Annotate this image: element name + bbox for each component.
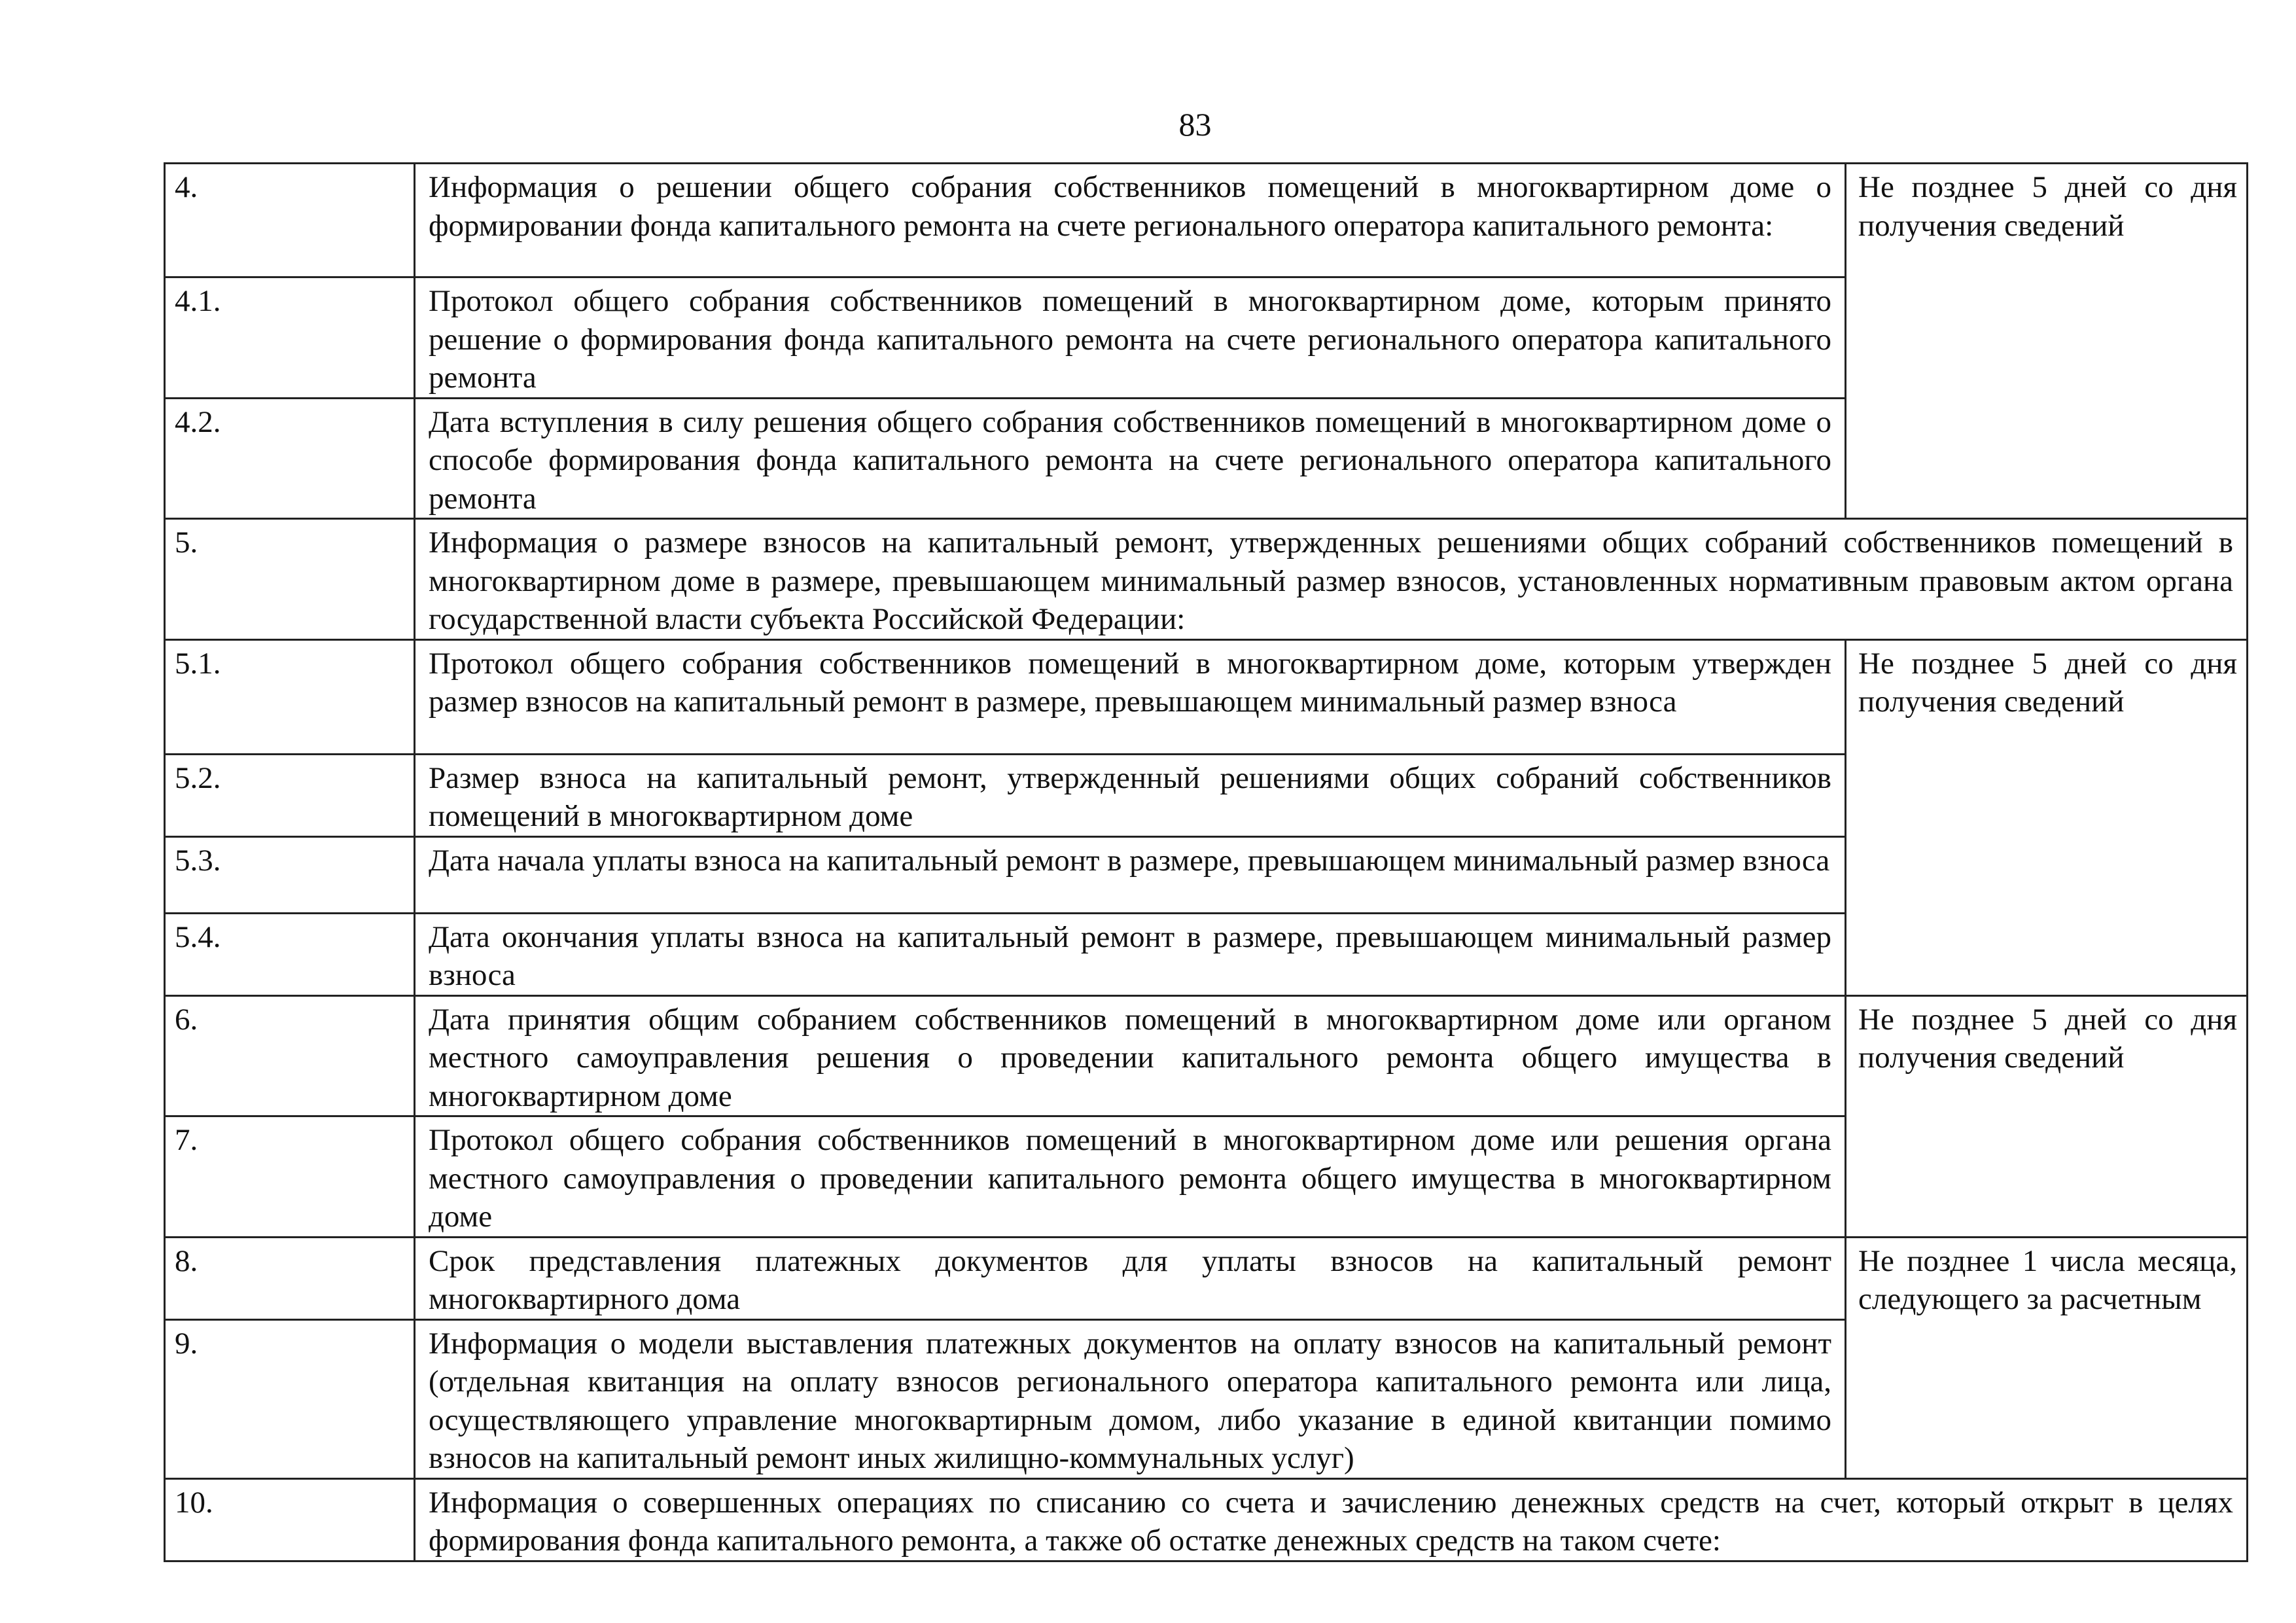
row-number: 5.4. [165,913,415,995]
row-description: Информация о решении общего собрания собственников помещений в многоквартирном доме о формировании фонда капитального ремонта на счете регионального оператора капитального ремонта: [415,164,1846,277]
row-description: Информация о размере взносов на капитальный ремонт, утвержденных решениями общих собраний собственников помещений в многоквартирном доме в размере, превышающем минимальный размер взносов, установленных нормативным правовым актом органа государственной власти субъекта Российской Федерации: [415,519,2248,640]
table-row [165,164,2248,277]
deadline-cell: Не позднее 5 дней со дня получения сведений [1846,639,2248,995]
row-description: Протокол общего собрания собственников помещений в многоквартирном доме, которым принято решение о формирования фонда капитального ремонта на счете регионального оператора капитального ремонта [415,277,1846,399]
row-number: 4.1. [165,277,415,399]
row-number: 8. [165,1237,415,1319]
row-description: Протокол общего собрания собственников помещений в многоквартирном доме или решения органа местного самоуправления о проведении капитального ремонта общего имущества в многоквартирном доме [415,1116,1846,1238]
row-number: 7. [165,1116,415,1238]
deadline-cell: Не позднее 5 дней со дня получения сведений [1846,995,2248,1237]
table-row [165,519,2248,640]
table-row [165,1478,2248,1561]
table-row [165,639,2248,754]
table-row [165,1237,2248,1319]
row-number: 10. [165,1478,415,1561]
requirements-table [164,162,2248,1562]
row-description: Дата принятия общим собранием собственников помещений в многоквартирном доме или органом местного самоуправления решения о проведении капитального ремонта общего имущества в многоквартирном доме [415,995,1846,1116]
row-description: Информация о совершенных операциях по списанию со счета и зачислению денежных средств на счет, который открыт в целях формирования фонда капитального ремонта, а также об остатке денежных средств на таком счете: [415,1478,2248,1561]
row-number: 5.2. [165,754,415,836]
deadline-cell: Не позднее 1 числа месяца, следующего за расчетным [1846,1237,2248,1478]
row-description: Протокол общего собрания собственников помещений в многоквартирном доме, которым утвержден размер взносов на капитальный ремонт в размере, превышающем минимальный размер взноса [415,639,1846,754]
row-number: 5.1. [165,639,415,754]
page-number: 83 [1178,106,1212,143]
row-number: 6. [165,995,415,1116]
row-description: Дата вступления в силу решения общего собрания собственников помещений в многоквартирном доме о способе формирования фонда капитального ремонта на счете регионального оператора капитального ремонта [415,398,1846,519]
row-number: 4.2. [165,398,415,519]
row-description: Дата начала уплаты взноса на капитальный ремонт в размере, превышающем минимальный размер взноса [415,836,1846,913]
row-number: 5. [165,519,415,640]
table-row [165,995,2248,1116]
row-description: Информация о модели выставления платежных документов на оплату взносов на капитальный ремонт (отдельная квитанция на оплату взносов регионального оператора капитального ремонта или лица, осуществляющего управление многоквартирным домом, либо указание в единой квитанции помимо взносов на капитальный ремонт иных жилищно-коммунальных услуг) [415,1319,1846,1478]
row-number: 5.3. [165,836,415,913]
row-description: Дата окончания уплаты взноса на капитальный ремонт в размере, превышающем минимальный размер взноса [415,913,1846,995]
deadline-cell: Не позднее 5 дней со дня получения сведений [1846,164,2248,519]
row-number: 9. [165,1319,415,1478]
row-description: Срок представления платежных документов для уплаты взносов на капитальный ремонт многоквартирного дома [415,1237,1846,1319]
row-description: Размер взноса на капитальный ремонт, утвержденный решениями общих собраний собственников помещений в многоквартирном доме [415,754,1846,836]
row-number: 4. [165,164,415,277]
